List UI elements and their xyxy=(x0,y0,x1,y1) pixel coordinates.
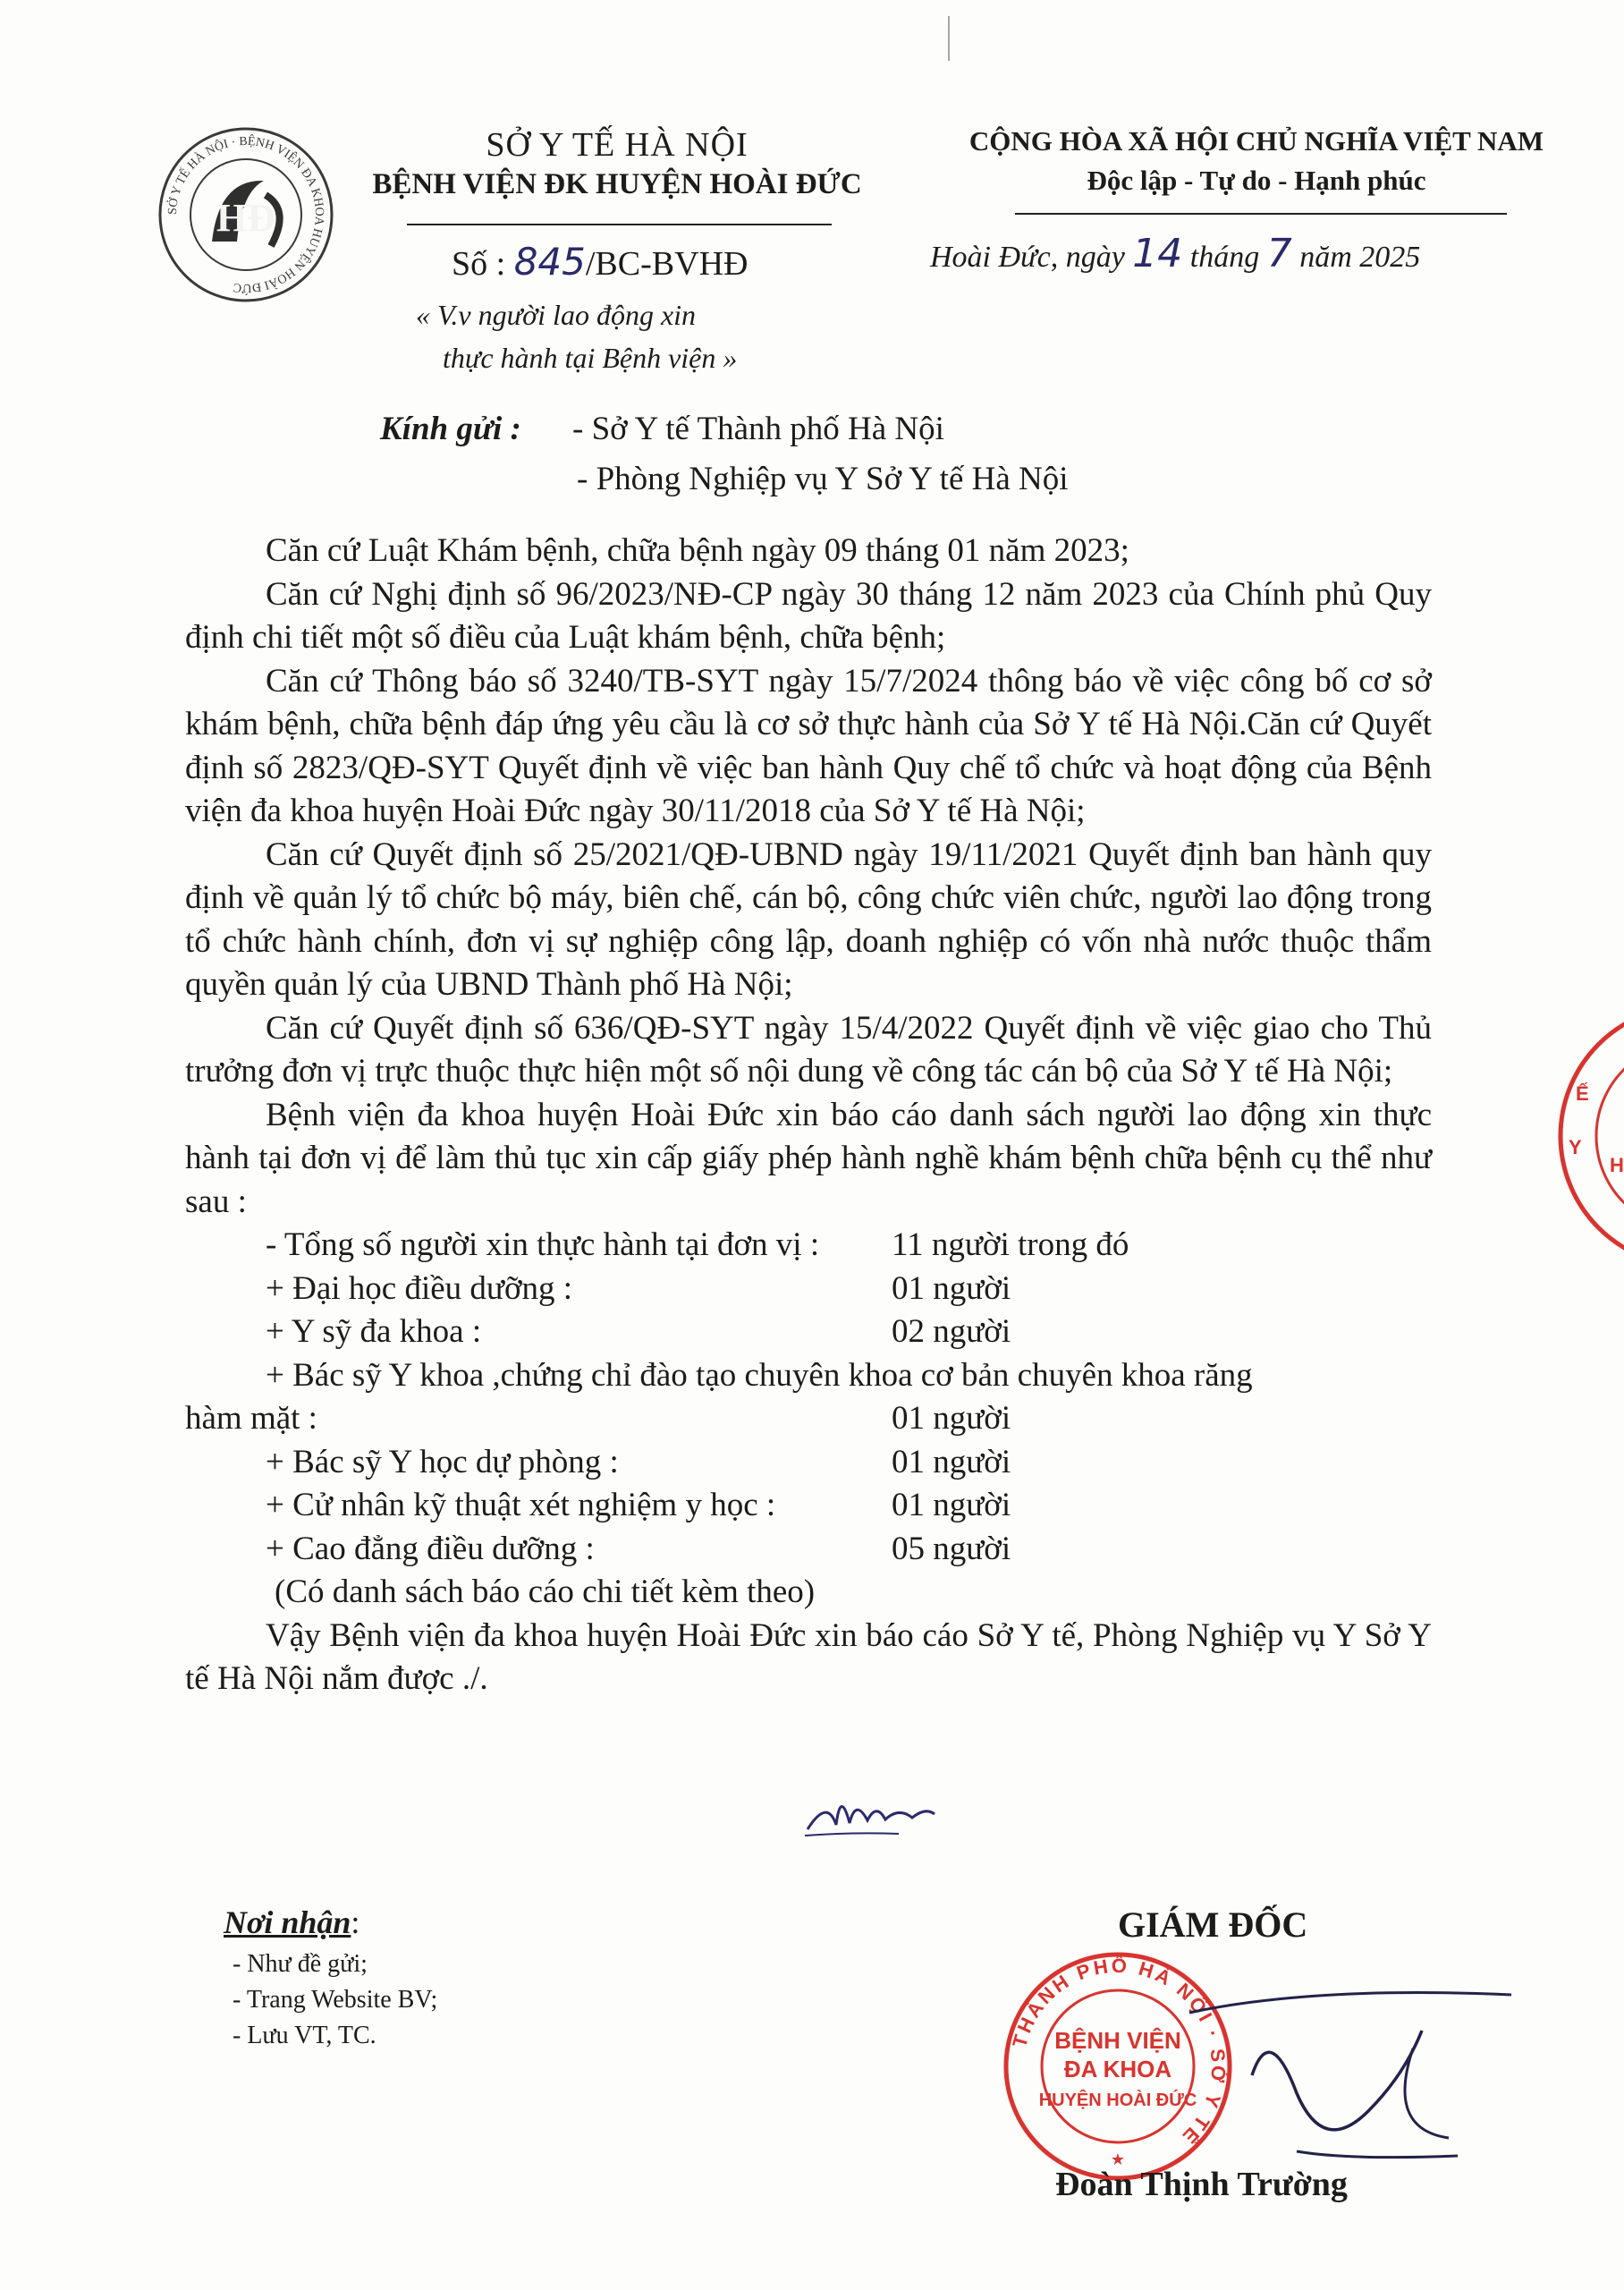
basis-paragraph-5: Căn cứ Quyết định số 636/QĐ-SYT ngày 15/4/2022 Quyết định về việc giao cho Thủ trưởng đơn vị trực thuộc thực hiện một số nội dung về công tác cán bộ của Sở Y tế Hà Nội; xyxy=(185,1009,1432,1090)
distribution-title: Nơi nhận xyxy=(224,1904,351,1940)
summary-row xyxy=(185,1484,1432,1528)
dental-row-line-2: hàm mặt : xyxy=(185,1400,317,1437)
document-number-handwritten: 845 xyxy=(513,240,586,284)
signer-title: GIÁM ĐỐC xyxy=(1118,1904,1308,1945)
summary-row xyxy=(185,1397,1432,1441)
summary-row-label: + Đại học điều dưỡng : xyxy=(266,1269,573,1307)
svg-text:H: H xyxy=(1610,1154,1624,1176)
issuer-org-name: BỆNH VIỆN ĐK HUYỆN HOÀI ĐỨC xyxy=(372,168,862,200)
distribution-item: - Trang Website BV; xyxy=(233,1986,438,2014)
distribution-item: - Như đề gửi; xyxy=(233,1950,368,1978)
recipients-block xyxy=(380,404,1069,505)
summary-row-label: + Bác sỹ Y học dự phòng : xyxy=(266,1443,619,1480)
summary-row xyxy=(185,1224,1432,1268)
summary-row-label: - Tổng số người xin thực hành tại đơn vị : xyxy=(266,1226,820,1263)
hospital-logo-icon xyxy=(156,125,335,304)
document-subject xyxy=(416,293,737,379)
summary-row-label: + Cử nhân kỹ thuật xét nghiệm y học : xyxy=(266,1487,776,1523)
date-place: Hoài Đức, ngày xyxy=(930,241,1125,274)
signer-name: Đoàn Thịnh Trường xyxy=(1055,2166,1348,2203)
closing-paragraph: Vậy Bệnh viện đa khoa huyện Hoài Đức xin báo cáo Sở Y tế, Phòng Nghiệp vụ Y Sở Y tế Hà Nội nắm được ./. xyxy=(185,1616,1432,1697)
basis-paragraph-1: Căn cứ Luật Khám bệnh, chữa bệnh ngày 09 tháng 01 năm 2023; xyxy=(266,532,1129,569)
subject-line-1: « V.v người lao động xin xyxy=(416,299,697,331)
summary-row-label: + Cao đẳng điều dưỡng : xyxy=(266,1530,595,1567)
summary-row xyxy=(185,1528,1432,1572)
summary-row-value: 05 người xyxy=(892,1530,1011,1567)
seal-ring-text: THÀNH PHỐ HÀ NỘI · SỞ Y TẾ xyxy=(1008,1954,1231,2150)
svg-text:Ế: Ế xyxy=(1576,1082,1589,1105)
logo-mark: HĐ xyxy=(216,196,275,240)
recipients-label: Kính gửi : xyxy=(380,411,521,447)
issuer-block xyxy=(340,125,894,201)
summary-row-label: + Y sỹ đa khoa : xyxy=(266,1313,482,1350)
document-number xyxy=(452,240,748,284)
basis-paragraph-4: Căn cứ Quyết định số 25/2021/QĐ-UBND ngày 19/11/2021 Quyết định ban hành quy định về quản lý tổ chức bộ máy, biên chế, cán bộ, công chức viên chức, người lao động trong tổ chức hành chính, đơn vị sự nghiệp công lập, doanh nghiệp có vốn nhà nước thuộc thẩm quyền quản lý của UBND Thành phố Hà Nội; xyxy=(185,835,1432,1003)
seal-line-3: HUYỆN HOÀI ĐỨC xyxy=(1038,2091,1197,2110)
subject-line-2: thực hành tại Bệnh viện » xyxy=(443,342,738,374)
basis-paragraph-2: Căn cứ Nghị định số 96/2023/NĐ-CP ngày 30 tháng 12 năm 2023 của Chính phủ Quy định chi tiết một số điều của Luật khám bệnh, chữa bệnh; xyxy=(185,575,1432,656)
document-body xyxy=(185,530,1432,1701)
recipient-2: - Phòng Nghiệp vụ Y Sở Y tế Hà Nội xyxy=(577,461,1069,497)
summary-row xyxy=(185,1268,1432,1311)
national-header xyxy=(912,125,1601,197)
attachment-note: (Có danh sách báo cáo chi tiết kèm theo) xyxy=(275,1573,816,1610)
svg-text:★: ★ xyxy=(1110,2150,1126,2169)
distribution-title-colon: : xyxy=(351,1904,360,1940)
initials-signature-icon xyxy=(800,1780,943,1843)
motto-underline xyxy=(1015,213,1507,215)
recipient-1: - Sở Y tế Thành phố Hà Nội xyxy=(572,411,944,447)
scan-tick-mark xyxy=(946,16,952,61)
basis-paragraph-3: Căn cứ Thông báo số 3240/TB-SYT ngày 15/7/2024 thông báo về việc công bố cơ sở khám bệnh, chữa bệnh đáp ứng yêu cầu là cơ sở thực hành của Sở Y tế Hà Nội.Căn cứ Quyết định số 2823/QĐ-SYT Quyết định về việc ban hành Quy chế tổ chức và hoạt động của Bệnh viện đa khoa huyện Hoài Đức ngày 30/11/2018 của Sở Y tế Hà Nội; xyxy=(185,662,1432,829)
edge-seal-fragment-icon xyxy=(1556,1002,1624,1270)
summary-row-value: 02 người xyxy=(892,1313,1011,1350)
document-number-suffix: /BC-BVHĐ xyxy=(585,245,749,283)
issuer-divider xyxy=(407,224,832,225)
logo-ring-text: SỞ Y TẾ HÀ NỘI · BỆNH VIỆN ĐA KHOA HUYỆN HOÀI ĐỨC xyxy=(165,134,326,295)
date-month-label: tháng xyxy=(1189,241,1260,274)
distribution-list xyxy=(224,1904,437,2054)
report-intro-paragraph: Bệnh viện đa khoa huyện Hoài Đức xin báo cáo danh sách người lao động xin thực hành tại đơn vị để làm thủ tục xin cấp giấy phép hành nghề khám bệnh chữa bệnh cụ thể như sau : xyxy=(185,1096,1432,1220)
svg-text:Y: Y xyxy=(1569,1136,1582,1158)
date-line xyxy=(930,231,1420,276)
summary-row-value: 01 người xyxy=(892,1487,1011,1523)
seal-line-2: ĐA KHOA xyxy=(1063,2056,1172,2082)
national-motto: Độc lập - Tự do - Hạnh phúc xyxy=(1087,165,1426,196)
distribution-item: - Lưu VT, TC. xyxy=(233,2022,376,2049)
dental-row-line-1: + Bác sỹ Y khoa ,chứng chỉ đào tạo chuyên khoa cơ bản chuyên khoa răng xyxy=(266,1356,1253,1394)
seal-line-1: BỆNH VIỆN xyxy=(1054,2027,1181,2054)
date-year: năm 2025 xyxy=(1299,241,1421,274)
nation-name: CỘNG HÒA XÃ HỘI CHỦ NGHĨA VIỆT NAM xyxy=(968,125,1544,157)
summary-row xyxy=(185,1441,1432,1485)
summary-row-value: 01 người xyxy=(892,1269,1011,1307)
issuer-parent-org: SỞ Y TẾ HÀ NỘI xyxy=(486,126,749,164)
summary-row xyxy=(185,1310,1432,1354)
summary-row-value: 01 người xyxy=(892,1443,1011,1480)
date-month: 7 xyxy=(1266,231,1292,276)
summary-row-value: 11 người trong đó xyxy=(892,1226,1129,1263)
summary-row-value: 01 người xyxy=(892,1400,1011,1437)
document-number-prefix: Số : xyxy=(452,245,506,283)
date-day: 14 xyxy=(1132,231,1183,276)
